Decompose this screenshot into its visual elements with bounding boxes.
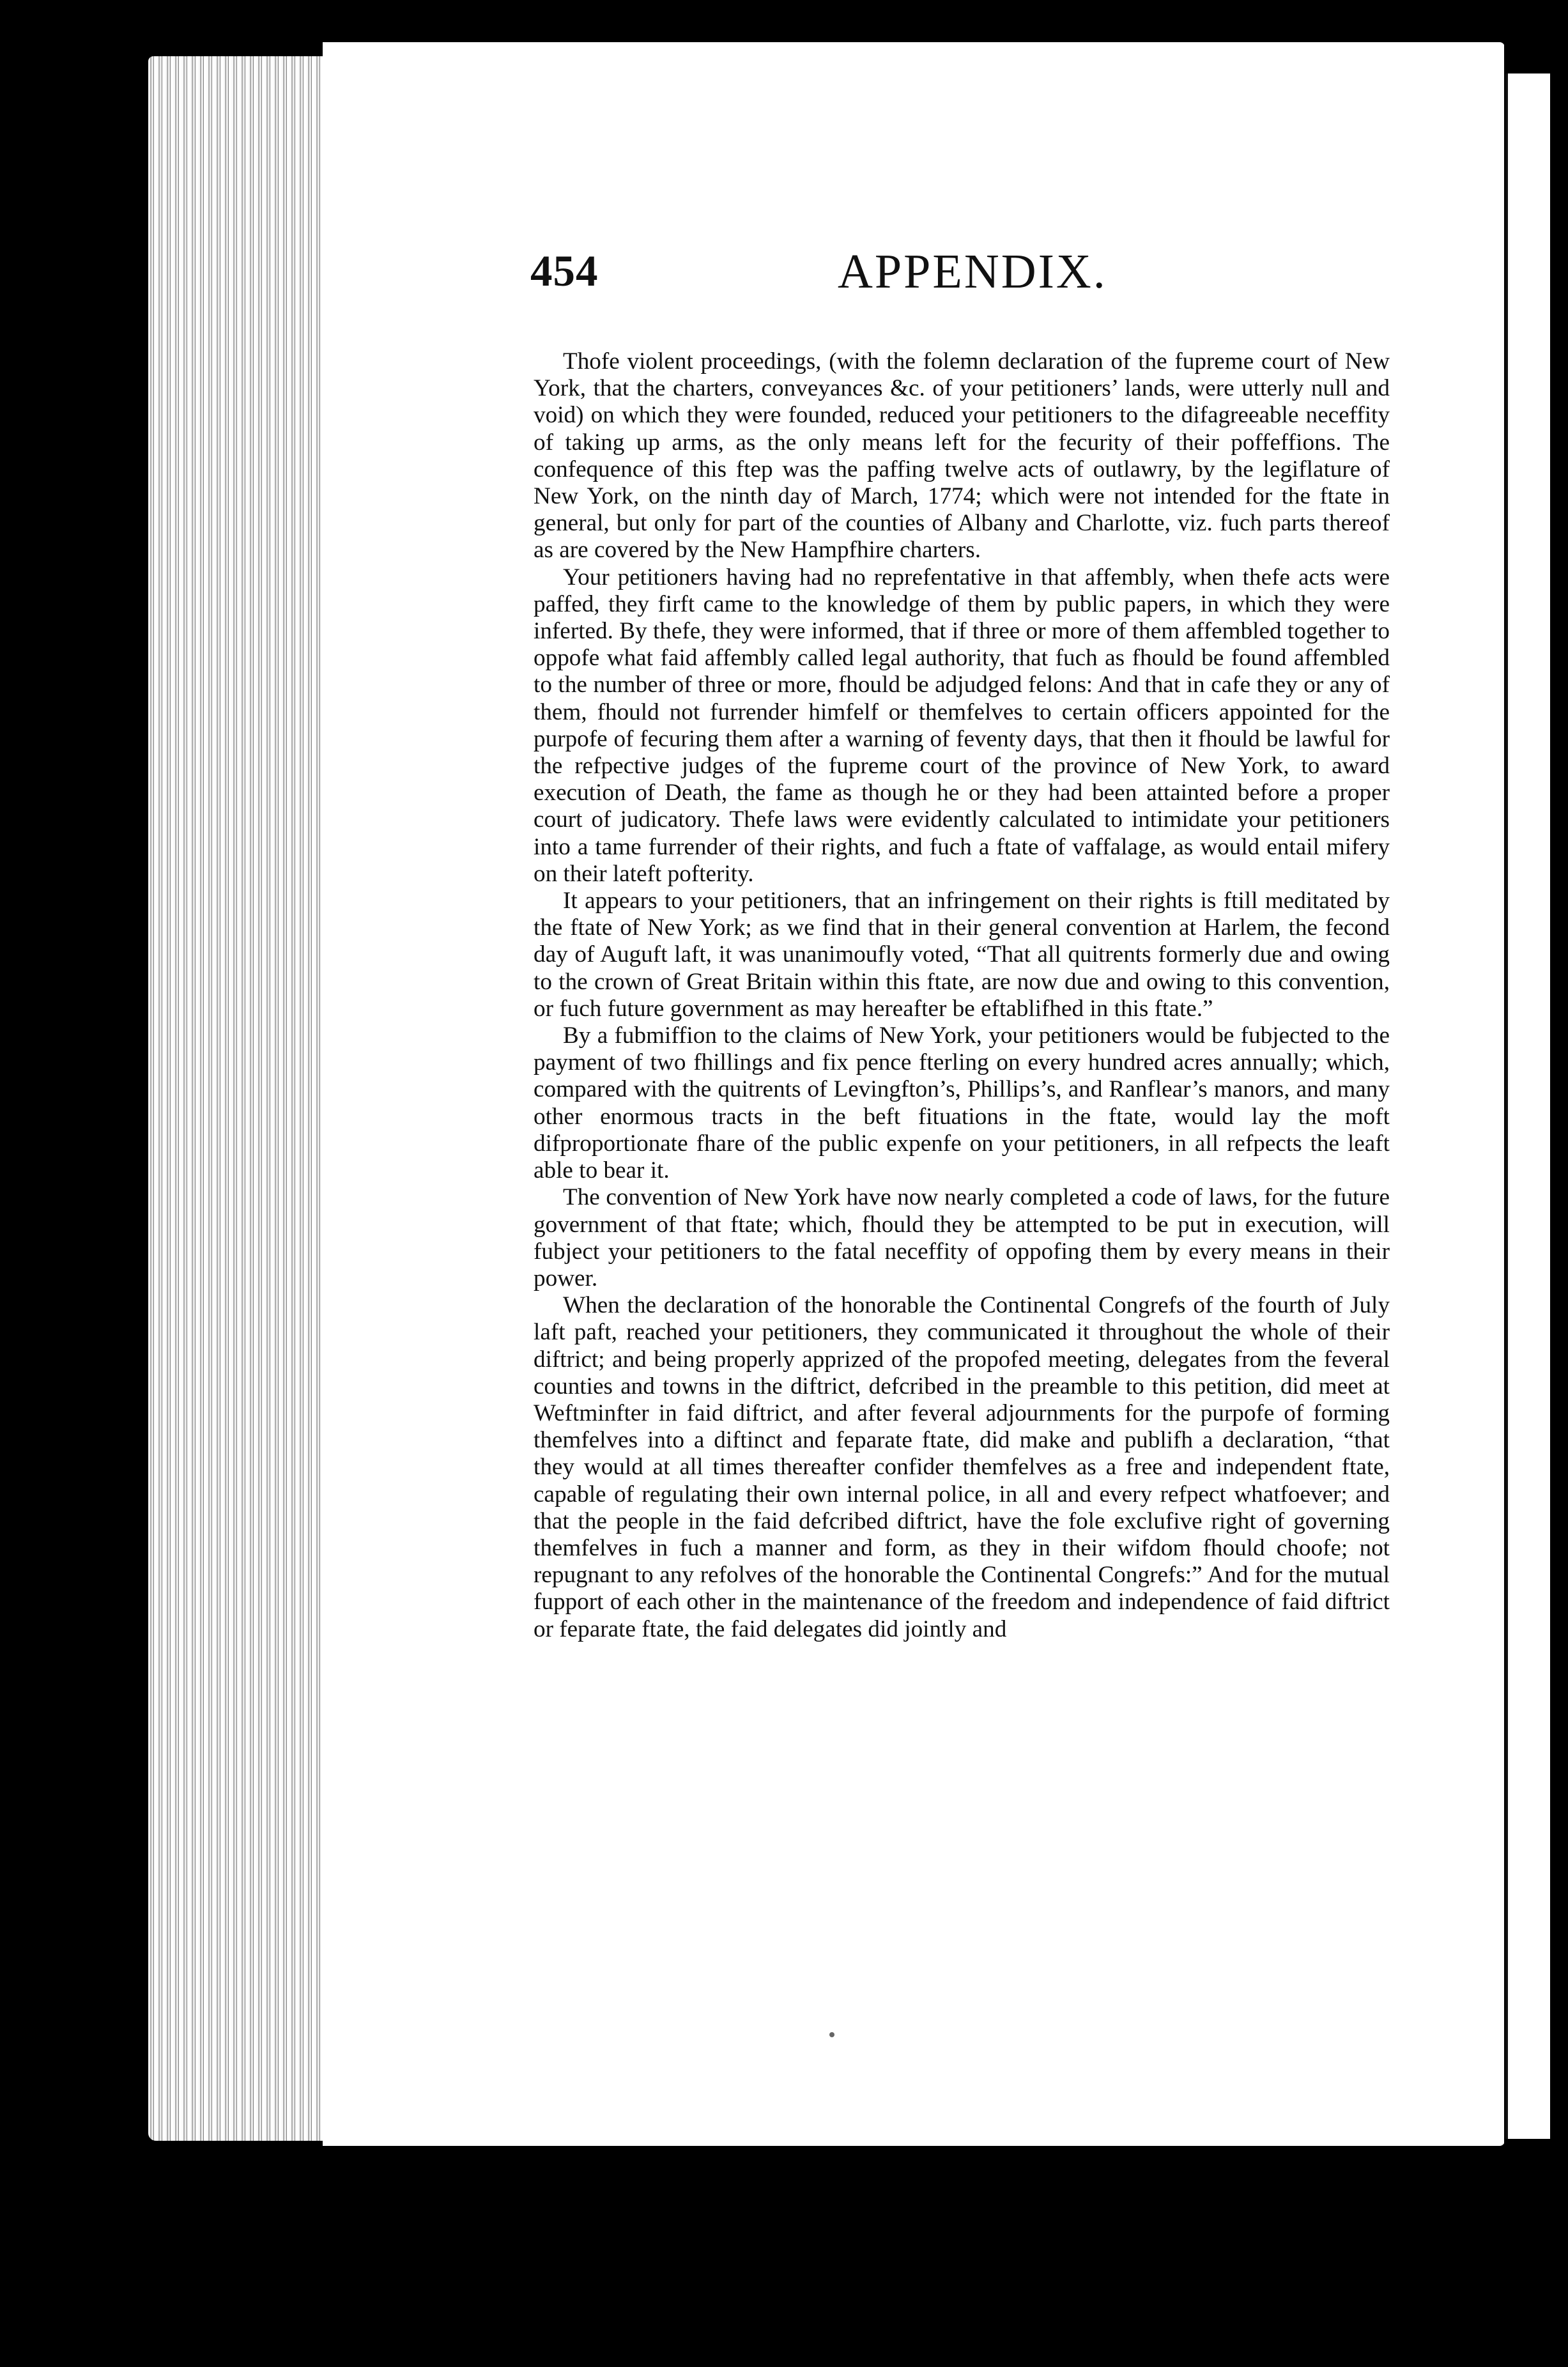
running-head: APPENDIX. xyxy=(838,245,1107,298)
paragraph-code-of-laws: The convention of New York have now nearly completed a code of laws, for the future government of that ftate; which, fhould they be attempted to be put in execution, will fubject your petitioners to the fatal neceffity of oppofing them by every means in their power. xyxy=(534,1184,1390,1291)
paragraph-assembly-laws: Your petitioners having had no reprefentative in that affembly, when thefe acts were paffed, they firft came to the knowledge of them by public papers, in which they were inferted. By thefe, they were informed, that if three or more of them affembled together to oppofe what faid affembly called legal authority, that fuch as fhould be found affembled to the number of three or more, fhould be adjudged felons: And that in cafe they or any of them, fhould not furrender himfelf or themfelves to certain officers appointed for the purpofe of fecuring them after a warning of feventy days, that then it fhould be lawful for the refpective judges of the fupreme court of the province of New York, to award execution of Death, the fame as though he or they had been attainted before a proper court of judicatory. Thefe laws were evidently calculated to intimidate your petitioners into a tame furrender of their rights, and fuch a ftate of vaffalage, as would entail mifery on their lateft pofterity. xyxy=(534,564,1390,887)
page-number: 454 xyxy=(530,247,599,295)
paragraph-declaration-congress: When the declaration of the honorable the Continental Congrefs of the fourth of July laft paft, reached your petitioners, they communicated it throughout the whole of their diftrict; and being properly apprized of the propofed meeting, delegates from the feveral counties and towns in the diftrict, defcribed in the preamble to this petition, did meet at Weftminfter in faid diftrict, and after feveral adjournments for the purpofe of forming themfelves into a diftinct and feparate ftate, did make and publifh a declaration, “that they would at all times thereafter confider themfelves as a free and independent ftate, capable of regulating their own internal police, in all and every refpect whatfoever; and that the people in the faid defcribed diftrict, have the fole exclufive right of governing themfelves in fuch a manner and form, as they in their wifdom fhould choofe; not repugnant to any refolves of the honorable the Continental Congrefs:” And for the mutual fupport of each other in the maintenance of the freedom and independence of faid diftrict or feparate ftate, the faid delegates did jointly and xyxy=(534,1292,1390,1642)
page-header xyxy=(530,246,1380,310)
page-speck xyxy=(829,2032,834,2037)
paragraph-outlawry: Thofe violent proceedings, (with the folemn declaration of the fupreme court of New York, that the charters, conveyances &c. of your petitioners’ lands, were utterly null and void) on which they were founded, reduced your petitioners to the difagreeable neceffity of taking up arms, as the only means left for the fecurity of their poffeffions. The confequence of this ftep was the paffing twelve acts of outlawry, by the legiflature of New York, on the ninth day of March, 1774; which were not intended for the ftate in general, but only for part of the counties of Albany and Charlotte, viz. fuch parts thereof as are covered by the New Hampfhire charters. xyxy=(534,348,1390,564)
paragraph-quitrents-vote: It appears to your petitioners, that an infringement on their rights is ftill meditated by the ftate of New York; as we find that in their general convention at Harlem, the fecond day of Auguft laft, it was unanimoufly voted, “That all quitrents formerly due and owing to the crown of Great Britain within this ftate, are now due and owing to this convention, or fuch future government as may hereafter be eftablifhed in this ftate.” xyxy=(534,888,1390,1022)
book-fore-edge xyxy=(148,56,334,2141)
page-body xyxy=(534,348,1390,1911)
adjacent-page-edge xyxy=(1505,73,1550,2139)
paragraph-quitrent-burden: By a fubmiffion to the claims of New York, your petitioners would be fubjected to the payment of two fhillings and fix pence fterling on every hundred acres annually; which, compared with the quitrents of Levingfton’s, Phillips’s, and Ranflear’s manors, and many other enormous tracts in the beft fituations in the ftate, would lay the moft difproportionate fhare of the public expenfe on your petitioners, in all refpects the leaft able to bear it. xyxy=(534,1022,1390,1184)
